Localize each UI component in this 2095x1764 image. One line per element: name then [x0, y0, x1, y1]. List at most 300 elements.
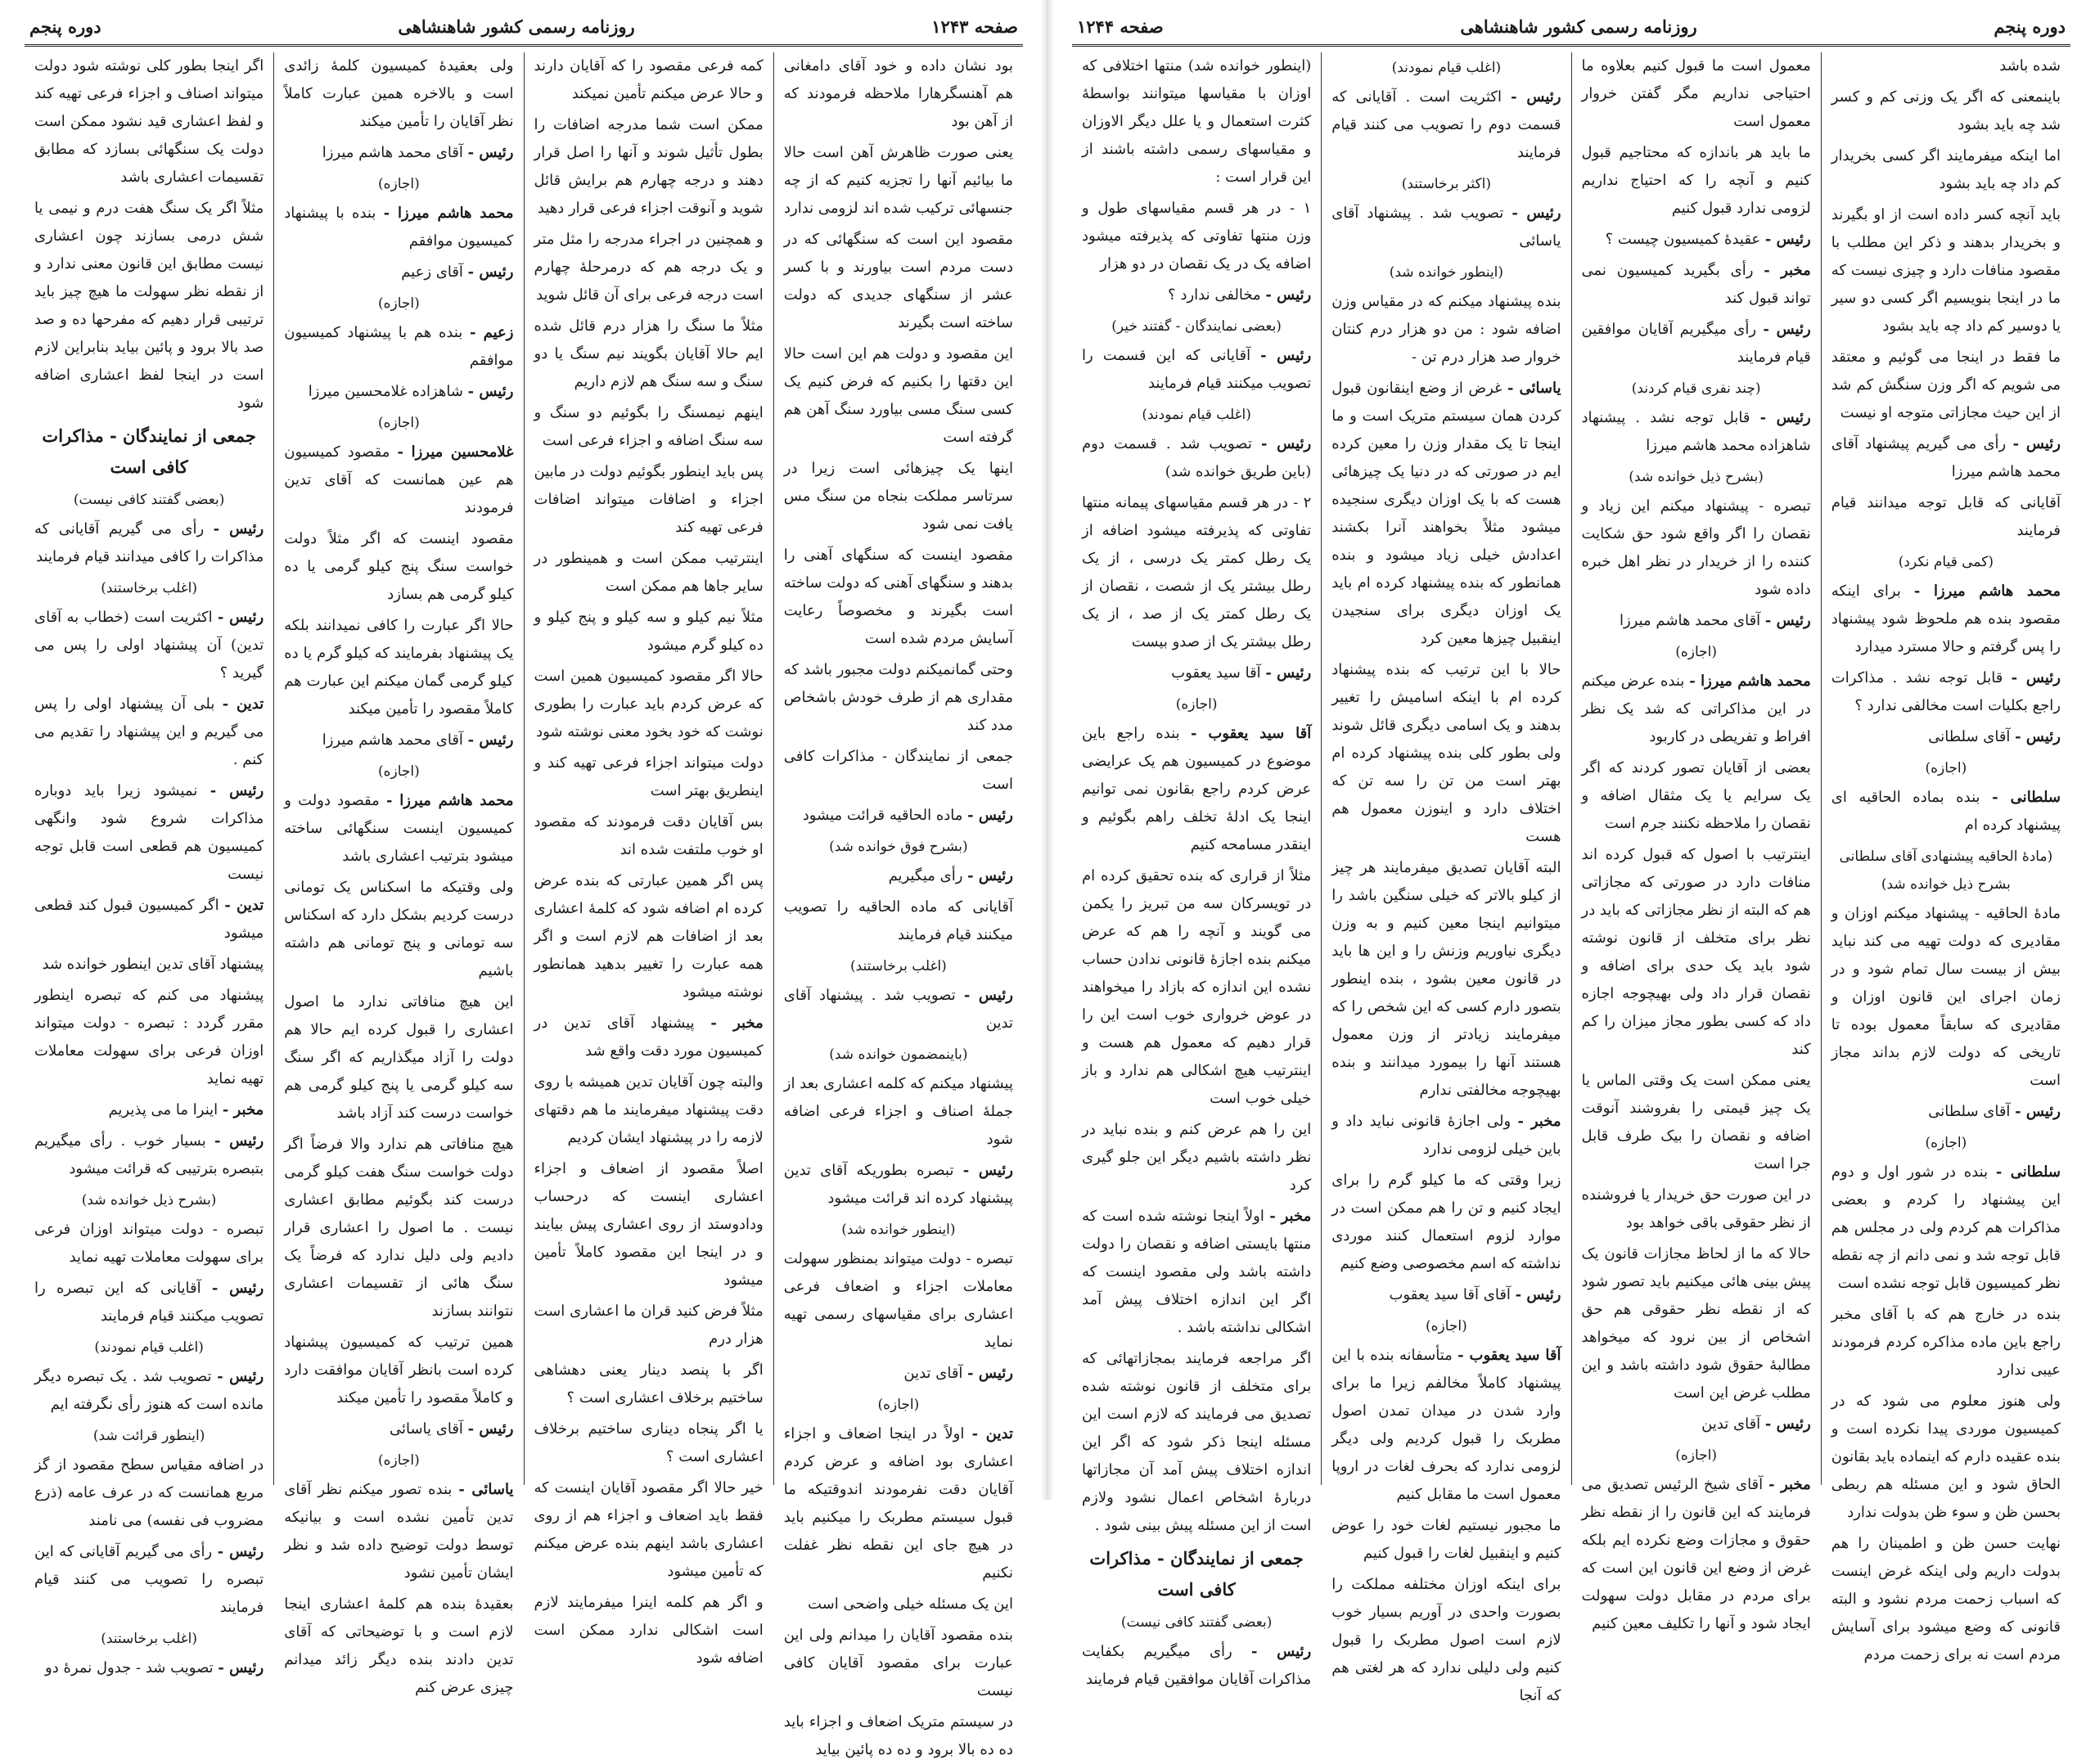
paragraph — [1331, 854, 1561, 1105]
speaker-name: زعیم - — [469, 324, 514, 341]
speaker-name: رئیس - — [1261, 435, 1312, 452]
paragraph — [1331, 1281, 1561, 1309]
paragraph-text: بلی آن پیشنهاد اولی را پس می گیریم و این پیشنهاد را تقدیم می کنم . — [34, 695, 264, 768]
paragraph — [1082, 1203, 1311, 1342]
paragraph-text: و همچنین در اجراء مدرجه را مثل متر و یک درجه هم که درمرحلهٔ چهارم است درجه فرعی برای آن قائل شوید — [534, 231, 764, 304]
procedural-note: (اینطور خوانده شد) — [1389, 264, 1504, 281]
speaker-name: رئیس - — [962, 1162, 1013, 1179]
paragraph-text: دولت میتواند اجزاء فرعی تهیه کند و اینطریق بهتر است — [534, 754, 764, 799]
paragraph-text: نمیشود زیرا باید دوباره مذاکرات شروع شود وانگهی کمیسیون هم قطعی است قابل توجه نیست — [34, 782, 264, 883]
paragraph — [1582, 754, 1811, 838]
procedural-note: (چند نفری قیام کردند) — [1631, 380, 1761, 397]
paragraph-text: مثلاً نیم کیلو و سه کیلو و پنج کیلو و ده کیلو گرم میشود — [534, 609, 764, 654]
paragraph-text: آقای شیخ الرئیس تصدیق می فرمایند که این قانون را از نقطه نظر حقوق و مجازات وضع نکرده ایم بلکه غرض از وضع این قانون این است که برای مردم در مقابل دولت سهولت ایجاد شود و آنها را تکلیف معین کنیم — [1581, 1476, 1811, 1632]
speaker-name: رئیس - — [467, 383, 514, 400]
paragraph — [1331, 1167, 1561, 1278]
paragraph — [284, 787, 513, 871]
procedural-note: (کمی قیام نکرد) — [1898, 554, 1994, 570]
text-column — [1821, 52, 2070, 1663]
paragraph-text: زیرا وقتی که ما کیلو گرم را برای ایجاد کنیم و تن را هم ممکن است در موارد لزوم استعمال کنند موردی نداشته که اسم مخصوصی وضع کنیم — [1331, 1172, 1561, 1272]
speaker-name: رئیس - — [967, 807, 1013, 824]
paragraph — [1331, 1512, 1561, 1568]
paragraph — [784, 862, 1013, 890]
paragraph — [284, 319, 513, 375]
right-page — [0, 0, 1048, 1758]
paragraph-text: آقایانی که این تبصره را تصویب میکنند قیام فرمایند — [34, 1280, 264, 1325]
paragraph-text: معمول است ما قبول کنیم بعلاوه ما احتیاجی نداریم مگر گفتن خروار معمول است — [1581, 57, 1811, 130]
paragraph-text: شده باشد — [1999, 57, 2061, 74]
procedural-note: (اغلب قیام نمودند) — [1391, 60, 1502, 76]
paragraph — [784, 1708, 1013, 1764]
paragraph-text: (اینطور خوانده شد) منتها اختلافی که اوزان با مقیاسها میتوانند بواسطهٔ کثرت استعمال و یا علل دیگر الاوزان و مقیاسهای رسمی داشته باشند از این قرار است : — [1082, 57, 1312, 186]
paragraph — [534, 1357, 764, 1412]
paragraph — [284, 139, 513, 167]
paragraph-text: رأی می گیریم آقایانی که این تبصره را تصویب می کنند قیام فرمایند — [34, 1543, 264, 1616]
paragraph — [784, 1360, 1013, 1388]
paragraph-text: تبصره بطوریکه آقای تدین پیشنهاد کرده اند قرائت میشود — [783, 1162, 1013, 1207]
paragraph-text: مقصود این است که سنگهائی که در دست مردم است بیاورند و با کسر عشر از سنگهای جدیدی که دولت ساخته است بگیرند — [783, 231, 1013, 331]
paragraph — [1582, 841, 1811, 1064]
paragraph — [284, 874, 513, 985]
section-heading: جمعی از نمایندگان - مذاکرات کافی است — [42, 425, 256, 477]
speaker-name: رئیس - — [1260, 347, 1312, 364]
speaker-name: رئیس - — [1512, 205, 1561, 222]
procedural-note: (اجازه) — [1925, 760, 1967, 776]
paragraph-text: بنده مقصود آقایان را میدانم ولی این عبارت برای مقصود آقایان کافی نیست — [783, 1627, 1013, 1699]
procedural-note: (اجازه) — [1675, 1447, 1718, 1464]
paragraph-text: عقیدهٔ کمیسیون چیست ؟ — [1605, 231, 1761, 248]
speaker-name: رئیس - — [1515, 1286, 1561, 1303]
speaker-name: رئیس - — [967, 867, 1013, 884]
paragraph-text: تبصره - پیشنهاد میکنم این زیاد و نقصان را اگر واقع شود حق شکایت کننده را از خریدار در نظر اهل خبره داده شود — [1581, 497, 1811, 598]
speaker-name: رئیس - — [467, 144, 514, 161]
left-page-header — [1072, 8, 2070, 47]
paragraph — [534, 867, 764, 1006]
procedural-note: (بشرح ذیل خوانده شد) — [81, 1192, 217, 1208]
paragraph — [1831, 201, 2061, 340]
paragraph — [534, 604, 764, 659]
speaker-name: رئیس - — [2011, 669, 2061, 686]
procedural-note: (مادهٔ الحاقیه پیشنهادی آقای سلطانی بشرح ذیل خوانده شد) — [1839, 848, 2053, 893]
paragraph-text: یا اگر پنجاه دیناری ساختیم برخلاف اعشاری است ؟ — [534, 1420, 764, 1465]
paragraph-text: باید آنچه کسر داده است از او بگیرند و بخریدار بدهند و ذکر این مطلب با مقصود منافات دارد و چیزی نیست که ما در اینجا بنویسیم اگر کسی دو سیر یا دوسیر کم داد چه باید بشود — [1831, 206, 2061, 335]
speaker-name: رئیس - — [1759, 409, 1811, 426]
paragraph — [1831, 1388, 2061, 1527]
paragraph — [284, 439, 513, 522]
paragraph — [1582, 1471, 1811, 1638]
speaker-name: سلطانی - — [1992, 789, 2061, 806]
procedural-note: (اجازه) — [377, 295, 420, 312]
paragraph — [784, 226, 1013, 337]
paragraph — [534, 1589, 764, 1672]
speaker-name: رئیس - — [2015, 728, 2061, 745]
text-column — [273, 52, 523, 1696]
paragraph — [534, 663, 764, 746]
speaker-name: مخبر - — [222, 1101, 264, 1118]
procedural-note: (اجازه) — [377, 1452, 420, 1469]
paragraph-text: آقای تدین — [903, 1365, 963, 1382]
paragraph — [284, 727, 513, 754]
speaker-name: آقا سید یعقوب - — [1457, 1347, 1561, 1364]
procedural-note: (بعضی گفتند کافی نیست) — [73, 492, 225, 508]
paragraph — [784, 455, 1013, 538]
speaker-name: رئیس - — [467, 263, 514, 281]
paragraph-text: ما باید هر باندازه که محتاجیم قبول کنیم و آنچه را که احتیاج نداریم لزومی ندارد قبول کنیم — [1581, 144, 1811, 217]
text-column — [524, 52, 773, 1667]
paragraph-text: مثلاً فرض کنید قران ما اعشاری است هزار درم — [534, 1303, 764, 1348]
paragraph-text: و اگر هم کلمه اینرا میفرمایند لازم است اشکالی ندارد ممکن است اضافه شود — [534, 1594, 764, 1667]
paragraph-text: کمه فرعی مقصود را که آقایان دارند و حالا عرض میکنم تأمین نمیکند — [534, 57, 764, 102]
paragraph — [1831, 1530, 2061, 1669]
speaker-name: رئیس - — [213, 520, 264, 538]
paragraph-text: آقای محمد هاشم میرزا — [1619, 612, 1761, 629]
paragraph-text: آقای تدین — [1701, 1415, 1761, 1433]
paragraph — [1831, 489, 2061, 545]
paragraph — [534, 1155, 764, 1294]
paragraph — [1082, 1345, 1311, 1540]
speaker-name: رئیس - — [217, 1368, 264, 1385]
paragraph — [1582, 1411, 1811, 1438]
paragraph-text: اینترتیب ممکن است و همینطور در سایر جاها هم ممکن است — [534, 550, 764, 595]
speaker-name: رئیس - — [210, 782, 264, 799]
procedural-note: (اجازه) — [1675, 644, 1718, 660]
speaker-name: رئیس - — [467, 731, 514, 749]
speaker-name: غلامحسین میرزا - — [397, 443, 514, 461]
paragraph — [784, 656, 1013, 740]
paragraph-text: حالا اگر عبارت را کافی نمیدانند بلکه یک پیشنهاد بفرمایند که کیلو گرم یا ده کیلو گرمی گمان میکنم این عبارت هم کاملاً مقصود را تأمین میکند — [284, 617, 514, 718]
procedural-note: (اجازه) — [877, 1397, 920, 1413]
text-column — [773, 52, 1023, 1758]
paragraph-text: جمعی از نمایندگان - مذاکرات کافی است — [783, 748, 1013, 793]
procedural-note: (باینمضمون خوانده شد) — [829, 1046, 968, 1063]
paragraph-text: تصویب شد . یک تبصره دیگر مانده است که هنوز رأی نگرفته ایم — [34, 1368, 264, 1413]
paragraph-text: آقای زعیم — [401, 263, 463, 281]
paragraph — [1831, 1098, 2061, 1126]
newspaper-title: روزنامه رسمی کشور شاهنشاهی — [398, 16, 635, 37]
paragraph-text: رأی میگیریم آقایان موافقین قیام فرمایند — [1581, 321, 1811, 366]
paragraph-text: آقایانی که قابل توجه میدانند قیام فرمایند — [1831, 494, 2061, 539]
paragraph — [284, 200, 513, 255]
paragraph-text: در سیستم متریک اضعاف و اجزاء باید ده ده بالا برود و ده ده پائین بیاید — [783, 1713, 1013, 1758]
paragraph-text: بنده بماده الحاقیه ای پیشنهاد کرده ام — [1831, 789, 2061, 834]
speaker-name: یاسائی - — [1507, 380, 1561, 397]
paragraph-text: اصلاً مقصود از اضعاف و اجزاء اعشاری اینست که درحساب ودادوستد از روی اعشاری پیش بیایند و در اینجا این مقصود کاملاً تأمین میشود — [534, 1160, 764, 1289]
paragraph-text: اگر اینجا بطور کلی نوشته شود دولت میتواند اصناف و اجزاء فرعی تهیه کند و لفظ اعشاری قید نشود ممکن است دولت یک سنگهائی بسازد که مطابق تقسیمات اعشاری باشد — [34, 57, 264, 186]
speaker-name: مخبر - — [1764, 262, 1811, 279]
procedural-note: (اغلب قیام نمودند) — [1142, 407, 1251, 423]
paragraph-text: تبصره - دولت میتواند اوزان فرعی برای سهولت معاملات تهیه نماید — [34, 1221, 264, 1266]
paragraph-text: تصویب شد . پیشنهاد آقای یاسائی — [1331, 205, 1561, 250]
paragraph — [784, 542, 1013, 653]
paragraph-text: باینمعنی که اگر یک وزنی کم و کسر شد چه باید بشود — [1831, 88, 2061, 133]
paragraph-text: اگر با پنصد دینار یعنی دهشاهی ساختیم برخلاف اعشاری است ؟ — [534, 1361, 764, 1406]
speaker-name: مخبر - — [710, 1015, 764, 1032]
paragraph — [784, 139, 1013, 223]
text-column — [1321, 52, 1570, 1704]
paragraph — [34, 1216, 264, 1271]
paragraph — [1331, 288, 1561, 371]
paragraph-text: اکثریت است (خطاب به آقای تدین) آن پیشنهاد اولی را پس می گیرید ؟ — [34, 609, 264, 682]
speaker-name: محمد هاشم میرزا - — [1913, 583, 2061, 600]
paragraph — [1582, 1240, 1811, 1407]
paragraph-text: ۲ - در هر قسم مقیاسهای پیمانه منتها تفاوتی که پذیرفته میشود اضافه از یک رطل کمتر یک درسی ، از یک رطل بیشتر یک از شصت ، نقصان از یک رطل کمتر یک از صد ، از یک رطل بیشتر یک از صدو بیست — [1082, 494, 1312, 650]
procedural-note: (بشرح ذیل خوانده شد) — [1629, 469, 1764, 485]
text-column — [25, 52, 273, 1676]
procedural-note: (اغلب برخاستند) — [101, 580, 198, 596]
speaker-name: مخبر - — [1269, 1208, 1312, 1225]
paragraph-text: قابل توجه نشد . مذاکرات راجع بکلیات است مخالفی ندارد ؟ — [1831, 669, 2061, 714]
paragraph-text: بود نشان داده و خود آقای دامغانی هم آهنسگرهارا ملاحظه فرمودند که از آهن بود — [783, 57, 1013, 130]
paragraph — [784, 340, 1013, 452]
paragraph-text: اگر کمیسیون قبول کند قطعی میشود — [34, 897, 264, 942]
paragraph — [284, 1591, 513, 1702]
paragraph — [1582, 257, 1811, 313]
speaker-name: رئیس - — [467, 1420, 514, 1438]
paragraph-text: مخالفی ندارد ؟ — [1168, 286, 1261, 304]
paragraph — [34, 195, 264, 417]
paragraph-text: متأسفانه بنده با این پیشنهاد کاملاً مخالفم زیرا ما برای وارد شدن در میدان تمدن اصول مطربک را قبول کردیم ولی دیگر لزومی ندارد که بحرف لغات در اروپا معمول است ما مقابل کنیم — [1331, 1347, 1561, 1503]
paragraph — [1831, 578, 2061, 661]
paragraph — [1331, 200, 1561, 255]
paragraph — [534, 808, 764, 864]
paragraph — [534, 545, 764, 601]
paragraph-text: بنده هم با پیشنهاد کمیسیون موافقم — [284, 324, 514, 369]
speaker-name: مخبر - — [1768, 1476, 1811, 1493]
paragraph-text: آقای سلطانی — [1928, 728, 2011, 745]
procedural-note: (اینطور خوانده شد) — [841, 1222, 956, 1238]
paragraph — [1582, 1181, 1811, 1237]
paragraph — [34, 515, 264, 571]
paragraph — [284, 1131, 513, 1325]
paragraph-text: اگر مراجعه فرمایند بمجازاتهائی که برای متخلف از قانون نوشته شده تصدیق می فرمایند که لازم است این مسئله اینجا ذکر شود که اگر این اندازه اختلاف پیش آمد آن مجازاتها دربارهٔ اشخاص اعمال نشود ولازم است از این مسئله پیش بینی شود . — [1082, 1350, 1312, 1534]
procedural-note: (اجازه) — [1175, 696, 1218, 713]
paragraph — [1831, 723, 2061, 751]
paragraph-text: ولی اجازهٔ قانونی نباید داد و باین خیلی لزومی ندارد — [1331, 1113, 1561, 1158]
paragraph-text: هیچ منافاتی هم ندارد والا فرضاً اگر دولت خواست سنگ هفت کیلو گرمی درست کند بگوئیم مطابق اعشاری نیست . ما اصول را اعشاری قرار دادیم ولی دلیل ندارد که فرضاً یک سنگ هائی از تقسیمات اعشاری نتوانند بسازند — [284, 1136, 514, 1320]
paragraph-text: مثلاً از قراری که بنده تحقیق کرده ام در تویسرکان سه من تبریز را یکمن می گویند و آنچه را هم که عرض میکنم بنده اجازهٔ قانونی ندادن حساب نشده این اندازه که بازاد را میخواهند در عوض خرواری خوب است این را قرار دهیم که معمول هم هست و اینترتیب هیچ اشکالی هم ندارد و باز خیلی خوب است — [1082, 867, 1312, 1107]
paragraph — [1082, 720, 1311, 859]
paragraph-text: برای اینکه مقصود بنده هم ملحوظ شود پیشنهاد را پس گرفتم و حالا مسترد میدارد — [1831, 583, 2061, 655]
paragraph-text: بسیار خوب . رأی میگیریم بتبصره بترتیبی که قرائت میشود — [34, 1132, 264, 1177]
speaker-name: رئیس - — [1265, 664, 1312, 682]
paragraph — [534, 1298, 764, 1353]
paragraph-text: تصویب شد . قسمت دوم (باین طریق خوانده شد) — [1082, 435, 1312, 480]
paragraph — [784, 802, 1013, 830]
speaker-name: رئیس - — [963, 987, 1013, 1004]
speaker-name: مخبر - — [1517, 1113, 1561, 1130]
paragraph — [34, 1538, 264, 1622]
procedural-note: (اغلب برخاستند) — [849, 958, 947, 974]
paragraph-text: در این صورت حق خریدار یا فروشنده از نظر حقوقی باقی خواهد بود — [1581, 1186, 1811, 1231]
paragraph — [284, 525, 513, 609]
paragraph-text: پیشنهاد آقای تدین اینطور خوانده شد — [42, 956, 264, 973]
paragraph — [1831, 430, 2061, 486]
paragraph-text: آقای آقا سید یعقوب — [1389, 1286, 1511, 1303]
paragraph-text: اینرا ما می پذیریم — [108, 1101, 219, 1118]
paragraph — [1082, 52, 1311, 191]
paragraph-text: این هیچ منافاتی ندارد ما اصول اعشاری را قبول کرده ایم حالا هم دولت را آزاد میگذاریم که اگر سنگ سه کیلو گرمی یا پنج کیلو گرمی هم خواست درست کند آزاد باشد — [284, 993, 514, 1122]
speaker-name: رئیس - — [217, 609, 264, 626]
paragraph-text: ما فقط در اینجا می گوئیم و معتقد می شویم که اگر وزن سنگش کم شد از این حیث مجازاتی متوجه او نیست — [1831, 349, 2061, 421]
page-number: صفحه ۱۲۴۳ — [931, 16, 1018, 37]
paragraph — [784, 982, 1013, 1037]
paragraph — [1831, 784, 2061, 839]
paragraph — [1831, 1301, 2061, 1384]
paragraph-text: مقصود دولت و کمیسیون اینست سنگهائی ساخته میشود بترتیب اعشاری باشد — [284, 792, 514, 865]
paragraph — [1331, 1108, 1561, 1163]
paragraph — [1582, 316, 1811, 371]
paragraph — [34, 777, 264, 889]
paragraph — [534, 111, 764, 223]
paragraph-text: قابل توجه نشد . پیشنهاد شاهزاده محمد هاشم میرزا — [1581, 409, 1811, 454]
page-number: صفحه ۱۲۴۴ — [1077, 16, 1164, 37]
paragraph — [1082, 430, 1311, 486]
speaker-name: آقا سید یعقوب - — [1191, 725, 1312, 742]
speaker-name: تدین - — [971, 1425, 1013, 1442]
paragraph-text: رأی بگیرید کمیسیون نمی تواند قبول کند — [1581, 262, 1811, 307]
paragraph — [1582, 493, 1811, 604]
speaker-name: رئیس - — [1764, 612, 1811, 629]
speaker-name: محمد هاشم میرزا - — [1689, 673, 1811, 690]
paragraph — [534, 1415, 764, 1471]
procedural-note: (اغلب برخاستند) — [101, 1631, 198, 1647]
speaker-name: رئیس - — [1764, 231, 1811, 248]
paragraph — [784, 52, 1013, 136]
paragraph-text: حالا که ما از لحاظ مجازات قانون یک پیش بینی هائی میکنیم باید تصور شود که از نقطه نظر حقوقی هم حق اشخاص از بین نرود که میخواهد مطالبهٔ حقوق شود داشته باشد و این مطلب غرض این است — [1581, 1245, 1811, 1402]
procedural-note: (اکثر برخاستند) — [1401, 176, 1491, 192]
paragraph — [534, 1069, 764, 1152]
paragraph — [1582, 607, 1811, 635]
text-column — [1072, 52, 1321, 1688]
paragraph-text: این را هم عرض کنم و بنده نباید در نظر داشته باشیم دیگر این جلو گیری کرد — [1082, 1121, 1312, 1194]
paragraph-text: این مقصود و دولت هم این است حالا این دقتها را بکنیم که فرض کنیم یک کسی سنگ مسی بیاورد سنگ آهن هم گرفته است — [783, 345, 1013, 446]
paragraph — [1582, 1067, 1811, 1178]
paragraph — [784, 1157, 1013, 1213]
paragraph — [34, 951, 264, 979]
section-heading: جمعی از نمایندگان - مذاکرات کافی است — [1089, 1548, 1304, 1600]
paragraph-text: ولی وقتیکه ما اسکناس یک تومانی درست کردیم بشکل دارد که اسکناس سه تومانی و پنج تومانی هم داشته باشیم — [284, 879, 514, 979]
speaker-name: رئیس - — [217, 1543, 264, 1560]
paragraph — [34, 1363, 264, 1419]
paragraph — [1831, 1159, 2061, 1298]
procedural-note: (اجازه) — [377, 176, 420, 192]
paragraph — [1082, 1638, 1311, 1694]
edition-label: دوره پنجم — [29, 16, 101, 37]
paragraph-text: اینترتیب با اصول که قبول کرده اند منافات دارد در صورتی که مجازاتی هم که البته از نظر مجازاتی که باید در نظر برای متخلف از قانون نوشته شود باید یک حدی برای اضافه و نقصان قرار داد ولی بهیچوجه اجازه داد که کسی بطور مجاز میزان را کم کند — [1581, 846, 1811, 1058]
speaker-name: تدین - — [222, 695, 264, 713]
paragraph — [1331, 656, 1561, 851]
speaker-name: محمد هاشم میرزا - — [383, 205, 514, 222]
edition-label: دوره پنجم — [1994, 16, 2066, 37]
paragraph — [1582, 139, 1811, 223]
paragraph-text: بعضی از آقایان تصور کردند که اگر یک سرایم یا یک مثقال اضافه و نقصان را ملاحظه نکنند جرم است — [1581, 759, 1811, 832]
paragraph-text: شاهزاده غلامحسین میرزا — [308, 383, 463, 400]
paragraph-text: آقایانی که ماده الحاقیه را تصویب میکنند قیام فرمایند — [783, 898, 1013, 943]
paragraph — [1831, 142, 2061, 198]
paragraph — [1582, 226, 1811, 254]
speaker-name: رئیس - — [218, 1659, 264, 1676]
paragraph — [1082, 862, 1311, 1113]
paragraph-text: رأی می گیریم پیشنهاد آقای محمد هاشم میرزا — [1831, 435, 2061, 480]
procedural-note: (بشرح فوق خوانده شد) — [829, 839, 968, 855]
paragraph-text: تبصره - دولت میتواند بمنظور سهولت معاملات اجزاء و اضعاف فرعی اعشاری برای مقیاسهای رسمی تهیه نماید — [783, 1250, 1013, 1351]
paragraph — [784, 893, 1013, 949]
paragraph-text: این یک مسئله خیلی واضحی است — [807, 1595, 1013, 1613]
speaker-name: رئیس - — [214, 1132, 264, 1150]
paragraph-text: بنده در خارج هم که با آقای مخبر راجع باین ماده مذاکره کردم فرمودند عیبی ندارد — [1831, 1306, 2061, 1379]
paragraph — [534, 399, 764, 455]
paragraph — [284, 612, 513, 723]
paragraph — [1331, 83, 1561, 167]
paragraph-text: همین ترتیب که کمیسیون پیشنهاد کرده است بانظر آقایان موافقت دارد و کاملاً مقصود را تأمین میکند — [284, 1334, 514, 1406]
paragraph-text: آقایانی که این قسمت را تصویب میکنند قیام فرمایند — [1082, 347, 1312, 392]
paragraph-text: مقصود کمیسیون هم عین همانست که آقای تدین فرمودند — [284, 443, 514, 516]
paragraph-text: پیشنهاد آقای تدین در کمیسیون مورد دقت واقع شد — [534, 1015, 764, 1060]
paragraph-text: رأی میگیریم بکفایت مذاکرات آقایان موافقین قیام فرمایند — [1082, 1643, 1312, 1688]
speaker-name: رئیس - — [1265, 286, 1312, 304]
procedural-note: (اجازه) — [1925, 1135, 1967, 1151]
paragraph-text: اینهم نیمسنگ را بگوئیم دو سنگ و سه سنگ اضافه و اجزاء فرعی است — [534, 404, 764, 449]
paragraph-text: حالا با این ترتیب که بنده پیشنهاد کرده ام با اینکه اسامیش را تغییر بدهند و یک اسامی دیگری قائل شوند ولی بطور کلی بنده پیشنهاد کرده ام بهتر است من تن را سه تن که اختلاف دارد و اینوزن معمول هم هست — [1331, 661, 1561, 845]
paragraph — [784, 1070, 1013, 1154]
paragraph — [284, 1476, 513, 1587]
speaker-name: یاسائی - — [458, 1481, 514, 1498]
speaker-name: سلطانی - — [1995, 1163, 2061, 1181]
paragraph-text: اولاً در اینجا اضعاف و اجزاء اعشاری بود اضافه و عرض کردم آقایان دقت نفرمودند اندوقتیکه ما قبول سیستم مطربک را میکنیم باید در هیچ جای این نقطه نظر غفلت نکنیم — [783, 1425, 1013, 1582]
speaker-name: رئیس - — [1764, 1415, 1811, 1433]
paragraph-text: خیر حالا اگر مقصود آقایان اینست که فقط باید اضعاف و اجزاء هم از روی اعشاری باشد اینهم بنده عرض میکنم که تأمین میشود — [534, 1479, 764, 1580]
paragraph-text: تصویب شد . پیشنهاد آقای تدین — [783, 987, 1013, 1032]
paragraph-text: بنده راجع باین موضوع در کمیسیون هم یک عرایضی عرض کردم راجع بقانون نمی توانیم اینجا یک ادلهٔ تخلف راهم بگوئیم و اینقدر مسامحه کنیم — [1082, 725, 1312, 853]
paragraph — [34, 1654, 264, 1682]
paragraph-text: یعنی ممکن است یک وقتی الماس یا یک چیز قیمتی را بفروشند آنوقت اضافه و نقصان را بیک طرف قابل جرا است — [1581, 1072, 1811, 1172]
paragraph — [34, 982, 264, 1093]
paragraph-text: پیشنهاد می کنم که تبصره اینطور مقرر گردد : تبصره - دولت میتواند اوزان فرعی برای سهولت معاملات تهیه نماید — [34, 987, 264, 1087]
paragraph — [784, 1622, 1013, 1705]
paragraph-text: آقا سید یعقوب — [1171, 664, 1261, 682]
paragraph-text: بنده عرض میکنم در این مذاکراتی که شد یک نظر افراط و تفریطی در کاربود — [1581, 673, 1811, 745]
paragraph-text: وحتی گمانمیکنم دولت مجبور باشد که مقداری هم از طرف خودش باشخاص مدد کند — [783, 661, 1013, 734]
paragraph-text: غرض از وضع اینقانون قبول کردن همان سیستم متریک است و ما اینجا تا یک مقدار وزن را معین کرده ایم در صورتی که در دنیا یک چیزهائی هست که با یک اوزان دیگری سنجیده میشود مثلاً بخواهند آنرا بکشند اعدادش خیلی زیاد میشود و بنده همانطور که بنده پیشنهاد کرده ام باید یک اوزان دیگری برای سنجیدن اینقبیل چیزها معین کرد — [1331, 380, 1561, 647]
paragraph — [1582, 52, 1811, 136]
paragraph — [34, 1451, 264, 1535]
paragraph-text: اکثریت است . آقایانی که قسمت دوم را تصویب می کنند قیام فرمایند — [1331, 88, 1561, 161]
paragraph — [284, 1329, 513, 1412]
paragraph — [34, 691, 264, 774]
paragraph — [534, 458, 764, 542]
procedural-note: (اجازه) — [1425, 1318, 1467, 1334]
paragraph-text: مثلاً ما سنگ را هزار درم قائل شده ایم حالا آقایان بگویند نیم سنگ یا دو سنگ و سه سنگ هم لازم داریم — [534, 317, 764, 390]
paragraph — [1831, 344, 2061, 427]
paragraph-text: بنده در شور اول و دوم این پیشنهاد را کردم و بعضی مذاکرات هم کردم ولی در مجلس هم قابل توجه شد و نمی دانم از چه نقطه نظر کمیسیون قابل توجه نشده است — [1831, 1163, 2061, 1292]
paragraph — [1831, 52, 2061, 80]
paragraph — [534, 226, 764, 309]
paragraph-text: بنده با پیشنهاد کمیسیون موافقم — [284, 205, 514, 250]
left-page-columns — [1072, 52, 2070, 1704]
paragraph — [1582, 404, 1811, 460]
paragraph-text: آقای یاسائی — [389, 1420, 463, 1438]
paragraph — [534, 749, 764, 805]
paragraph — [784, 1245, 1013, 1357]
paragraph-text: در اضافه مقیاس سطح مقصود از گز مربع همانست که در عرف عامه (ذرع مضروب فی نفسه) می نامند — [34, 1456, 264, 1529]
paragraph-text: ۱ - در هر قسم مقیاسهای طول و وزن منتها تفاوتی که پذیرفته میشود اضافه یک در یک نقصان در دو هزار — [1082, 200, 1312, 272]
newspaper-title: روزنامه رسمی کشور شاهنشاهی — [1460, 16, 1697, 37]
paragraph-text: ما مجبور نیستیم لغات خود را عوض کنیم و اینقبیل لغات را قبول کنیم — [1331, 1517, 1561, 1562]
paragraph — [784, 743, 1013, 799]
paragraph — [284, 259, 513, 286]
procedural-note: (بعضی نمایندگان - گفتند خیر) — [1111, 318, 1282, 335]
text-column — [1571, 52, 1821, 1632]
